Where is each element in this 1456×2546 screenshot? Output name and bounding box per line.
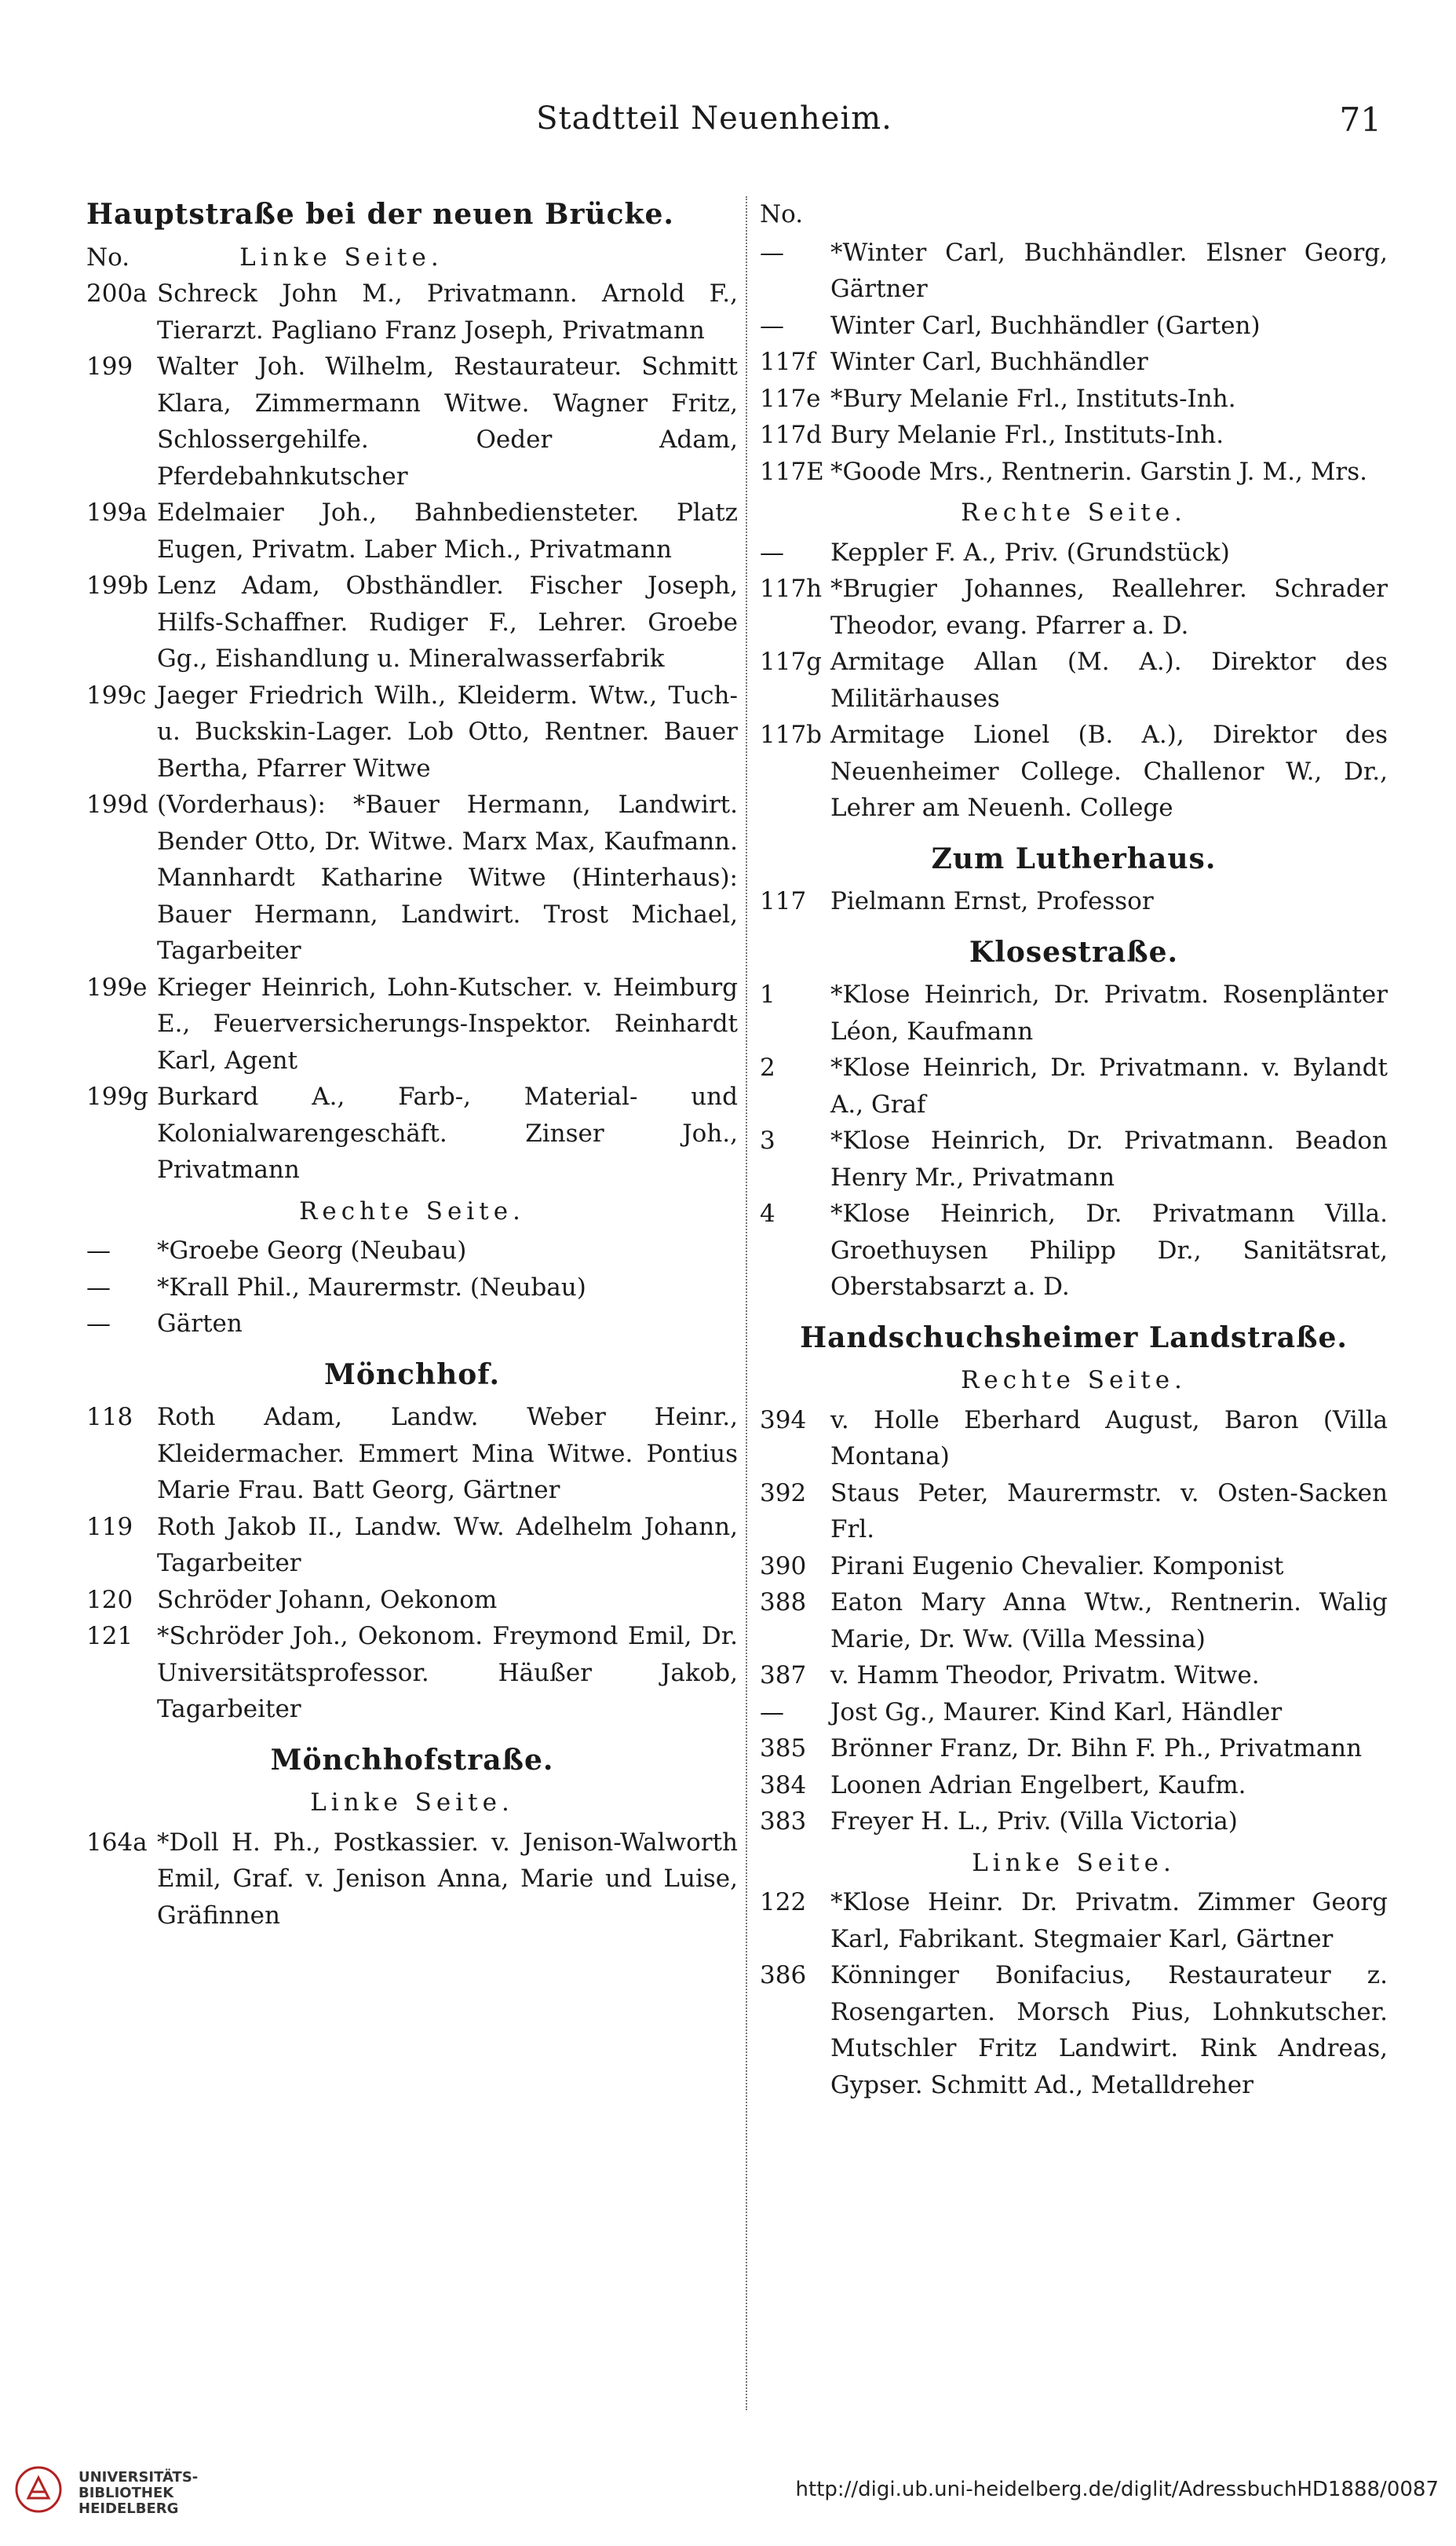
number-column-label: No.: [86, 243, 130, 272]
directory-entry: [760, 1694, 1388, 1731]
street-heading: Mönchhofstraße.: [270, 1743, 554, 1777]
resident-list: Armitage Allan (M. A.). Direktor des Militärhauses: [830, 648, 1388, 713]
house-number: 384: [760, 1770, 807, 1799]
house-number: —: [760, 1697, 784, 1726]
university-seal-icon: [14, 2465, 63, 2514]
directory-entry: [760, 417, 1388, 454]
house-number: 3: [760, 1127, 775, 1155]
house-number: 122: [760, 1888, 807, 1916]
resident-list: Jaeger Friedrich Wilh., Kleiderm. Wtw., Tuch- u. Buckskin-Lager. Lob Otto, Rentner. Bauer Bertha, Pfarrer Witwe: [157, 681, 738, 783]
house-number: 117d: [760, 421, 823, 449]
resident-list: *Klose Heinrich, Dr. Privatmann. v. Bylandt A., Graf: [830, 1054, 1388, 1119]
resident-list: *Klose Heinrich, Dr. Privatmann Villa. Groethuysen Philipp Dr., Sanitätsrat, Oberstabsarzt a. D.: [830, 1200, 1388, 1301]
house-number: 199b: [86, 572, 149, 600]
resident-list: Könninger Bonifacius, Restaurateur z. Rosengarten. Morsch Pius, Lohnkutscher. Mutschler Fritz Landwirt. Rink Andreas, Gypser. Schmitt Ad., Metalldreher: [830, 1961, 1388, 2099]
side-heading: Linke Seite.: [310, 1788, 514, 1817]
house-number: —: [760, 538, 784, 567]
directory-entry: [86, 1233, 738, 1269]
side-heading: Linke Seite.: [972, 1848, 1176, 1877]
resident-list: Roth Jakob II., Landw. Ww. Adelhelm Johann, Tagarbeiter: [157, 1512, 738, 1577]
resident-list: *Schröder Joh., Oekonom. Freymond Emil, Dr. Universitätsprofessor. Häußer Jakob, Tagarbeiter: [157, 1622, 738, 1723]
side-heading: Rechte Seite.: [299, 1196, 525, 1226]
resident-list: Eaton Mary Anna Wtw., Rentnerin. Walig Marie, Dr. Ww. (Villa Messina): [830, 1588, 1388, 1653]
directory-entry: [760, 1957, 1388, 2103]
resident-list: *Brugier Johannes, Reallehrer. Schrader Theodor, evang. Pfarrer a. D.: [830, 575, 1388, 640]
house-number: 2: [760, 1054, 775, 1082]
resident-list: (Vorderhaus): *Bauer Hermann, Landwirt. Bender Otto, Dr. Witwe. Marx Max, Kaufmann. Mannhardt Katharine Witwe (Hinterhaus): Bauer Hermann, Landwirt. Trost Michael, Tagarbeiter: [157, 791, 738, 965]
right-column: [760, 196, 1388, 2103]
resident-list: *Krall Phil., Maurermstr. (Neubau): [157, 1273, 586, 1302]
column-divider: [746, 196, 747, 2410]
resident-list: *Klose Heinrich, Dr. Privatmann. Beadon Henry Mr., Privatmann: [830, 1127, 1388, 1192]
resident-list: Loonen Adrian Engelbert, Kaufm.: [830, 1770, 1246, 1799]
resident-list: Keppler F. A., Priv. (Grundstück): [830, 538, 1230, 567]
page-number: 71: [1339, 100, 1381, 139]
directory-entry: [86, 568, 738, 678]
left-column: [86, 196, 738, 1934]
house-number: 386: [760, 1961, 807, 1989]
resident-list: Burkard A., Farb-, Material- und Kolonialwarengeschäft. Zinser Joh., Privatmann: [157, 1083, 738, 1184]
street-heading: Zum Lutherhaus.: [931, 842, 1217, 875]
house-number: —: [760, 238, 784, 267]
house-number: 117h: [760, 575, 823, 603]
side-heading: Rechte Seite.: [961, 1366, 1187, 1394]
house-number: 117b: [760, 721, 823, 749]
side-heading: Linke Seite.: [239, 243, 443, 272]
directory-entry: [86, 1269, 738, 1306]
directory-entry: [86, 1509, 738, 1582]
house-number: 117g: [760, 648, 823, 676]
house-number: —: [86, 1236, 111, 1265]
street-heading: Handschuchsheimer Landstraße.: [800, 1320, 1348, 1354]
directory-entry: [86, 1582, 738, 1619]
resident-list: Winter Carl, Buchhändler (Garten): [830, 311, 1261, 340]
directory-entry: [760, 1730, 1388, 1767]
resident-list: *Klose Heinr. Dr. Privatm. Zimmer Georg Karl, Fabrikant. Stegmaier Karl, Gärtner: [830, 1888, 1388, 1953]
house-number: —: [86, 1273, 111, 1302]
resident-list: Lenz Adam, Obsthändler. Fischer Joseph, Hilfs-Schaffner. Rudiger F., Lehrer. Groebe Gg., Eishandlung u. Mineralwasserfabrik: [157, 572, 738, 673]
library-name: [78, 2470, 198, 2517]
directory-entry: [760, 883, 1388, 920]
resident-list: *Groebe Georg (Neubau): [157, 1236, 467, 1265]
house-number: 121: [86, 1622, 133, 1650]
resident-list: *Klose Heinrich, Dr. Privatm. Rosenplänter Léon, Kaufmann: [830, 981, 1388, 1046]
directory-entry: [86, 1399, 738, 1509]
directory-entry: [86, 276, 738, 349]
directory-entry: [86, 1079, 738, 1189]
resident-list: v. Holle Eberhard August, Baron (Villa Montana): [830, 1405, 1388, 1470]
house-number: 117: [760, 887, 807, 915]
house-number: 1: [760, 981, 775, 1009]
library-line: BIBLIOTHEK: [78, 2485, 174, 2501]
directory-entry: [760, 1050, 1388, 1123]
directory-entry: [760, 717, 1388, 827]
running-title: Stadtteil Neuenheim.: [536, 100, 892, 137]
directory-entry: [760, 344, 1388, 381]
resident-list: Walter Joh. Wilhelm, Restaurateur. Schmitt Klara, Zimmermann Witwe. Wagner Fritz, Schlossergehilfe. Oeder Adam, Pferdebahnkutscher: [157, 352, 738, 491]
number-column-label: No.: [760, 200, 804, 228]
directory-entry: [86, 349, 738, 495]
directory-entry: [760, 454, 1388, 491]
directory-entry: [86, 1825, 738, 1934]
house-number: 388: [760, 1588, 807, 1616]
resident-list: Roth Adam, Landw. Weber Heinr., Kleidermacher. Emmert Mina Witwe. Pontius Marie Frau. Batt Georg, Gärtner: [157, 1403, 738, 1504]
directory-entry: [760, 381, 1388, 418]
street-heading: Mönchhof.: [323, 1357, 501, 1391]
resident-list: Schreck John M., Privatmann. Arnold F., Tierarzt. Pagliano Franz Joseph, Privatmann: [157, 279, 738, 345]
directory-entry: [760, 1402, 1388, 1475]
resident-list: *Bury Melanie Frl., Instituts-Inh.: [830, 384, 1236, 413]
directory-entry: [760, 308, 1388, 345]
directory-entry: [760, 1548, 1388, 1585]
resident-list: Brönner Franz, Dr. Bihn F. Ph., Privatmann: [830, 1734, 1363, 1762]
house-number: —: [86, 1310, 111, 1338]
directory-entry: [760, 644, 1388, 717]
column-label-row: [86, 239, 738, 276]
side-heading: Rechte Seite.: [961, 499, 1187, 527]
house-number: 119: [86, 1512, 133, 1541]
house-number: —: [760, 311, 784, 340]
house-number: 390: [760, 1551, 807, 1580]
house-number: 387: [760, 1661, 807, 1689]
resident-list: Jost Gg., Maurer. Kind Karl, Händler: [830, 1697, 1283, 1726]
library-line: HEIDELBERG: [78, 2500, 179, 2517]
directory-entry: [86, 1618, 738, 1728]
directory-entry: [86, 495, 738, 568]
house-number: 199d: [86, 791, 149, 819]
directory-entry: [760, 235, 1388, 308]
house-number: 394: [760, 1405, 807, 1434]
resident-list: Gärten: [157, 1310, 243, 1338]
directory-entry: [760, 1803, 1388, 1840]
footer: [0, 2449, 1456, 2546]
house-number: 199a: [86, 499, 148, 527]
house-number: 199g: [86, 1083, 149, 1111]
house-number: 199: [86, 352, 133, 381]
resident-list: Pielmann Ernst, Professor: [830, 887, 1154, 915]
directory-entry: [760, 1884, 1388, 1957]
directory-entry: [760, 1475, 1388, 1548]
street-heading: Klosestraße.: [969, 935, 1179, 969]
resident-list: *Goode Mrs., Rentnerin. Garstin J. M., Mrs.: [830, 457, 1368, 486]
house-number: 117e: [760, 384, 821, 413]
resident-list: *Doll H. Ph., Postkassier. v. Jenison-Walworth Emil, Graf. v. Jenison Anna, Marie und Luise, Gräfinnen: [157, 1828, 738, 1930]
resident-list: Krieger Heinrich, Lohn-Kutscher. v. Heimburg E., Feuerversicherungs-Inspektor. Reinhardt Karl, Agent: [157, 973, 738, 1075]
resident-list: Freyer H. L., Priv. (Villa Victoria): [830, 1807, 1238, 1836]
resident-list: *Winter Carl, Buchhändler. Elsner Georg, Gärtner: [830, 238, 1388, 303]
house-number: 200a: [86, 279, 148, 308]
directory-entry: [86, 1306, 738, 1342]
directory-entry: [760, 977, 1388, 1050]
page-header: [47, 100, 1381, 148]
street-heading: Hauptstraße bei der neuen Brücke.: [86, 198, 674, 231]
resident-list: Armitage Lionel (B. A.), Direktor des Neuenheimer College. Challenor W., Dr., Lehrer am Neuenh. College: [830, 721, 1388, 822]
directory-entry: [760, 1584, 1388, 1657]
directory-entry: [760, 571, 1388, 644]
directory-entry: [760, 1123, 1388, 1196]
library-line: UNIVERSITÄTS-: [78, 2469, 199, 2486]
directory-entry: [86, 970, 738, 1079]
house-number: 199c: [86, 681, 147, 710]
house-number: 385: [760, 1734, 807, 1762]
house-number: 199e: [86, 973, 148, 1002]
house-number: 164a: [86, 1828, 148, 1857]
house-number: 118: [86, 1403, 133, 1431]
resident-list: Edelmaier Joh., Bahnbediensteter. Platz Eugen, Privatm. Laber Mich., Privatmann: [157, 499, 738, 564]
directory-entry: [760, 1767, 1388, 1804]
directory-entry: [86, 787, 738, 970]
resident-list: Bury Melanie Frl., Instituts-Inh.: [830, 421, 1224, 449]
house-number: 4: [760, 1200, 775, 1228]
directory-entry: [760, 1657, 1388, 1694]
resident-list: v. Hamm Theodor, Privatm. Witwe.: [830, 1661, 1260, 1689]
directory-entry: [760, 535, 1388, 572]
house-number: 392: [760, 1478, 807, 1507]
source-url[interactable]: http://digi.ub.uni-heidelberg.de/diglit/AdressbuchHD1888/0087: [795, 2478, 1439, 2501]
house-number: 383: [760, 1807, 807, 1836]
resident-list: Pirani Eugenio Chevalier. Komponist: [830, 1551, 1284, 1580]
resident-list: Winter Carl, Buchhändler: [830, 348, 1148, 376]
directory-entry: [760, 1196, 1388, 1306]
resident-list: Schröder Johann, Oekonom: [157, 1585, 498, 1614]
house-number: 120: [86, 1585, 133, 1614]
house-number: 117E: [760, 457, 824, 486]
house-number: 117f: [760, 348, 816, 376]
resident-list: Staus Peter, Maurermstr. v. Osten-Sacken Frl.: [830, 1478, 1388, 1543]
directory-entry: [86, 678, 738, 787]
